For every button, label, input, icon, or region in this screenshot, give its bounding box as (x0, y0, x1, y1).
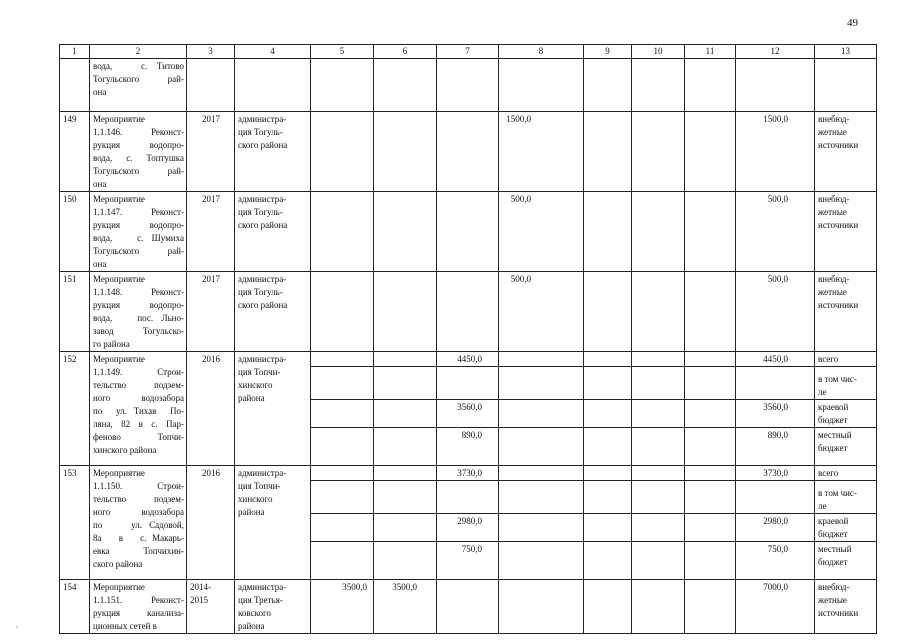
cell-text-line: Мероприятие (93, 274, 145, 284)
value-cell (374, 352, 437, 367)
cell-text-line: 1.1.149. Строи- (93, 367, 184, 377)
cell-text-line: жетные (818, 127, 847, 137)
measure-name-cell (90, 192, 187, 272)
value-cell (584, 428, 632, 466)
cell-text-line: администра- (238, 582, 287, 592)
value-cell (632, 400, 685, 428)
value-cell (374, 466, 437, 481)
value-cell (584, 192, 632, 272)
year-cell (187, 580, 235, 634)
value-cell (374, 367, 437, 400)
source-cell (815, 192, 877, 272)
cell-text-line: вода, с. Шумиха (93, 233, 184, 243)
value-cell (584, 59, 632, 112)
cell-text-line: вода, пос. Льно- (93, 313, 184, 323)
cell-text-line: ляна, 82 в с. Пар- (93, 419, 184, 429)
cell-text-line: ского района (238, 140, 288, 150)
cell-text-line: района (238, 621, 265, 631)
source-cell (815, 112, 877, 192)
value-cell (374, 112, 437, 192)
cell-text-line: тельство подзем- (93, 380, 184, 390)
value-cell (311, 466, 374, 481)
cell-text-line: краевой (818, 516, 849, 526)
value-cell (311, 367, 374, 400)
cell-text-line: ция Тогуль- (238, 207, 283, 217)
value-cell (632, 428, 685, 466)
cell-text-line: всего (818, 468, 839, 478)
value-cell: 890,0 (437, 428, 499, 466)
table-header-row (60, 45, 877, 59)
cell-text-line: 1.1.146. Реконст- (93, 127, 184, 137)
cell-text-line: всего (818, 354, 839, 364)
year-cell: 2017 (187, 112, 235, 192)
value-cell (632, 272, 685, 352)
value-cell (499, 580, 584, 634)
cell-text-line: Тогульского рай- (93, 74, 184, 84)
cell-text-line: го района (93, 339, 130, 349)
cell-text-line: Мероприятие (93, 354, 145, 364)
value-cell (437, 367, 499, 400)
header-cell: 7 (437, 45, 499, 59)
measure-name-cell (90, 112, 187, 192)
cell-text-line: Тогульского рай- (93, 246, 184, 256)
cell-text-line: ция Топчи- (238, 481, 281, 491)
value-cell: 750,0 (437, 542, 499, 580)
total-cell: 7000,0 (736, 580, 815, 634)
value-cell (632, 514, 685, 542)
header-cell: 9 (584, 45, 632, 59)
cell-text-line: местный (818, 430, 852, 440)
value-cell (584, 514, 632, 542)
value-cell (374, 400, 437, 428)
total-cell (736, 367, 815, 400)
total-cell: 750,0 (736, 542, 815, 580)
value-cell (499, 59, 584, 112)
value-cell (311, 428, 374, 466)
value-cell: 500,0 (499, 192, 584, 272)
value-cell (437, 481, 499, 514)
cell-text-line: внебюд- (818, 274, 850, 284)
cell-text-line: она (93, 179, 107, 189)
cell-text-line: ного водозабора (93, 507, 184, 517)
total-cell: 1500,0 (736, 112, 815, 192)
executor-cell (235, 192, 311, 272)
cell-text-line: вода, с. Топтушка (93, 153, 184, 163)
table-row (60, 352, 877, 367)
cell-text-line: ционных сетей в (93, 621, 157, 631)
value-cell (311, 272, 374, 352)
measure-name-cell (90, 272, 187, 352)
row-number-cell: 154 (60, 580, 90, 634)
value-cell (584, 542, 632, 580)
value-cell (311, 514, 374, 542)
value-cell (311, 112, 374, 192)
value-cell (685, 367, 736, 400)
value-cell (437, 59, 499, 112)
value-cell (584, 367, 632, 400)
value-cell (632, 352, 685, 367)
total-cell: 3730,0 (736, 466, 815, 481)
value-cell (632, 112, 685, 192)
cell-text-line: внебюд- (818, 114, 850, 124)
cell-text-line: вода, с. Титово (93, 61, 184, 71)
value-cell: 3560,0 (437, 400, 499, 428)
table-row (60, 272, 877, 352)
header-cell: 5 (311, 45, 374, 59)
table-row (60, 466, 877, 481)
value-cell (437, 112, 499, 192)
cell-text-line: источники (818, 140, 859, 150)
value-cell (685, 428, 736, 466)
cell-text-line: источники (818, 220, 859, 230)
value-cell (499, 514, 584, 542)
value-cell (499, 352, 584, 367)
cell-text-line: в том чис- (818, 374, 857, 384)
cell-text-line: хинского (238, 380, 273, 390)
header-cell: 11 (685, 45, 736, 59)
source-cell (815, 59, 877, 112)
value-cell (632, 367, 685, 400)
value-cell (632, 192, 685, 272)
source-cell (815, 352, 877, 367)
cell-text-line: Мероприятие (93, 114, 145, 124)
cell-text-line: бюджет (818, 557, 848, 567)
cell-text-line: внебюд- (818, 582, 850, 592)
table-row (60, 192, 877, 272)
cell-text-line: Мероприятие (93, 194, 145, 204)
row-number-cell: 149 (60, 112, 90, 192)
cell-text-line: рукция водопро- (93, 300, 184, 310)
table-row (60, 580, 877, 634)
value-cell (632, 59, 685, 112)
value-cell (685, 580, 736, 634)
header-cell: 6 (374, 45, 437, 59)
budget-table (59, 44, 877, 634)
measure-name-cell (90, 580, 187, 634)
cell-text-line: рукция водопро- (93, 140, 184, 150)
value-cell (584, 400, 632, 428)
source-cell (815, 580, 877, 634)
value-cell (685, 112, 736, 192)
table-row (60, 59, 877, 112)
year-cell (187, 59, 235, 112)
header-cell: 4 (235, 45, 311, 59)
total-cell: 500,0 (736, 272, 815, 352)
value-cell (437, 580, 499, 634)
cell-text-line: ле (818, 387, 827, 397)
header-cell: 3 (187, 45, 235, 59)
value-cell (685, 542, 736, 580)
value-cell (374, 481, 437, 514)
value-cell (374, 272, 437, 352)
cell-text-line: ле (818, 501, 827, 511)
value-cell (311, 542, 374, 580)
cell-text-line: района (238, 393, 265, 403)
value-cell: 4450,0 (437, 352, 499, 367)
cell-text-line: администра- (238, 354, 287, 364)
value-cell (437, 272, 499, 352)
cell-text-line: ского района (238, 220, 288, 230)
measure-name-cell (90, 59, 187, 112)
cell-text-line: евка Топчихин- (93, 546, 184, 556)
value-cell (685, 352, 736, 367)
value-cell (632, 580, 685, 634)
value-cell (374, 192, 437, 272)
cell-text-line: хинского района (93, 445, 157, 455)
value-cell (374, 59, 437, 112)
scan-mark: , (16, 620, 18, 629)
value-cell (584, 352, 632, 367)
cell-text-line: бюджет (818, 415, 848, 425)
cell-text-line: администра- (238, 194, 287, 204)
source-cell (815, 542, 877, 580)
value-cell (311, 192, 374, 272)
value-cell (584, 272, 632, 352)
cell-text-line: рукция канализа- (93, 608, 184, 618)
cell-text-line: 1.1.150. Строи- (93, 481, 184, 491)
cell-text-line: ского района (93, 559, 143, 569)
header-cell: 2 (90, 45, 187, 59)
total-cell (736, 481, 815, 514)
source-cell (815, 272, 877, 352)
value-cell (632, 481, 685, 514)
row-number-cell: 153 (60, 466, 90, 580)
cell-text-line: хинского (238, 494, 273, 504)
value-cell (374, 428, 437, 466)
cell-text-line: 1.1.148. Реконст- (93, 287, 184, 297)
value-cell (584, 580, 632, 634)
executor-cell (235, 59, 311, 112)
value-cell: 3500,0 (374, 580, 437, 634)
source-cell (815, 367, 877, 400)
cell-text-line: 1.1.147. Реконст- (93, 207, 184, 217)
source-cell (815, 466, 877, 481)
cell-text-line: краевой (818, 402, 849, 412)
cell-text-line: внебюд- (818, 194, 850, 204)
cell-text-line: Мероприятие (93, 582, 145, 592)
table-row (60, 112, 877, 192)
cell-text-line: в том чис- (818, 488, 857, 498)
value-cell (311, 352, 374, 367)
value-cell (685, 400, 736, 428)
header-cell: 13 (815, 45, 877, 59)
cell-text-line: жетные (818, 207, 847, 217)
value-cell: 2980,0 (437, 514, 499, 542)
measure-name-cell (90, 352, 187, 466)
year-cell: 2017 (187, 192, 235, 272)
value-cell (499, 466, 584, 481)
header-cell: 8 (499, 45, 584, 59)
header-cell: 1 (60, 45, 90, 59)
cell-text-line: ция Тогуль- (238, 287, 283, 297)
cell-text-line: 2015 (190, 595, 208, 605)
value-cell (736, 59, 815, 112)
cell-text-line: она (93, 259, 107, 269)
cell-text-line: ского района (238, 300, 288, 310)
row-number-cell: 151 (60, 272, 90, 352)
cell-text-line: администра- (238, 468, 287, 478)
value-cell (685, 481, 736, 514)
source-cell (815, 481, 877, 514)
cell-text-line: Тогульского рай- (93, 166, 184, 176)
cell-text-line: она (93, 87, 107, 97)
cell-text-line: тельство подзем- (93, 494, 184, 504)
value-cell: 500,0 (499, 272, 584, 352)
year-cell: 2016 (187, 352, 235, 466)
value-cell (685, 272, 736, 352)
value-cell: 3500,0 (311, 580, 374, 634)
value-cell (584, 481, 632, 514)
value-cell: 3730,0 (437, 466, 499, 481)
executor-cell (235, 272, 311, 352)
total-cell: 500,0 (736, 192, 815, 272)
executor-cell (235, 466, 311, 580)
total-cell: 4450,0 (736, 352, 815, 367)
cell-text-line: администра- (238, 274, 287, 284)
cell-text-line: 8а в с. Макарь- (93, 533, 184, 543)
cell-text-line: Мероприятие (93, 468, 145, 478)
cell-text-line: бюджет (818, 529, 848, 539)
value-cell (499, 428, 584, 466)
cell-text-line: ция Тогуль- (238, 127, 283, 137)
total-cell: 890,0 (736, 428, 815, 466)
cell-text-line: бюджет (818, 443, 848, 453)
value-cell (374, 514, 437, 542)
cell-text-line: источники (818, 300, 859, 310)
value-cell (584, 466, 632, 481)
cell-text-line: администра- (238, 114, 287, 124)
cell-text-line: района (238, 507, 265, 517)
row-number-cell: 150 (60, 192, 90, 272)
value-cell (437, 192, 499, 272)
year-cell: 2016 (187, 466, 235, 580)
executor-cell (235, 352, 311, 466)
row-number-cell (60, 59, 90, 112)
header-cell: 12 (736, 45, 815, 59)
value-cell (685, 59, 736, 112)
executor-cell (235, 580, 311, 634)
measure-name-cell (90, 466, 187, 580)
value-cell (311, 59, 374, 112)
value-cell (499, 542, 584, 580)
cell-text-line: источники (818, 608, 859, 618)
cell-text-line: ного водозабора (93, 393, 184, 403)
source-cell (815, 400, 877, 428)
total-cell: 3560,0 (736, 400, 815, 428)
cell-text-line: ция Топчи- (238, 367, 281, 377)
value-cell (685, 466, 736, 481)
cell-text-line: жетные (818, 287, 847, 297)
value-cell (685, 514, 736, 542)
value-cell (374, 542, 437, 580)
source-cell (815, 428, 877, 466)
cell-text-line: ция Третья- (238, 595, 283, 605)
cell-text-line: 2014- (190, 582, 211, 592)
cell-text-line: рукция водопро- (93, 220, 184, 230)
source-cell (815, 514, 877, 542)
cell-text-line: 1.1.151. Реконст- (93, 595, 184, 605)
cell-text-line: по ул. Тихая По- (93, 406, 184, 416)
row-number-cell: 152 (60, 352, 90, 466)
cell-text-line: по ул. Садовой, (93, 520, 184, 530)
executor-cell (235, 112, 311, 192)
value-cell (632, 542, 685, 580)
value-cell (499, 400, 584, 428)
cell-text-line: завод Тогульско- (93, 326, 184, 336)
value-cell: 1500,0 (499, 112, 584, 192)
value-cell (632, 466, 685, 481)
year-cell: 2017 (187, 272, 235, 352)
value-cell (584, 112, 632, 192)
cell-text-line: местный (818, 544, 852, 554)
cell-text-line: феново Топчи- (93, 432, 184, 442)
value-cell (499, 481, 584, 514)
page-number: 49 (847, 17, 858, 29)
total-cell: 2980,0 (736, 514, 815, 542)
cell-text-line: ковского (238, 608, 271, 618)
value-cell (499, 367, 584, 400)
cell-text-line: жетные (818, 595, 847, 605)
value-cell (311, 400, 374, 428)
header-cell: 10 (632, 45, 685, 59)
value-cell (685, 192, 736, 272)
value-cell (311, 481, 374, 514)
